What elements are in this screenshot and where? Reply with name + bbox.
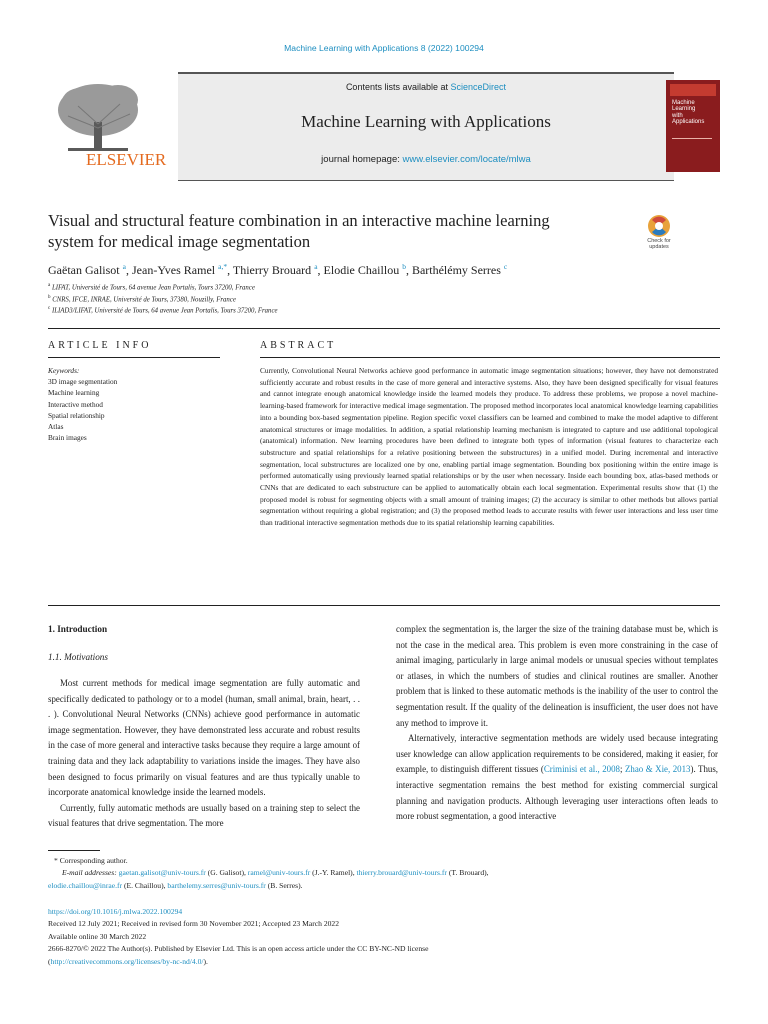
keywords-label: Keywords: [48, 366, 80, 375]
license-text: 2666-8270/© 2022 The Author(s). Published by Elsevier Ltd. This is an open access article under the CC BY-NC-ND license [48, 944, 429, 954]
sciencedirect-link[interactable]: ScienceDirect [450, 82, 507, 92]
keywords-block [48, 365, 218, 443]
homepage-line: journal homepage: www.elsevier.com/locate/mlwa [321, 154, 531, 165]
publisher-name: ELSEVIER [86, 150, 167, 169]
paragraph: Currently, fully automatic methods are usually based on a training step to select the visual features that drive segmentation. The more [48, 802, 360, 829]
cover-rule [672, 138, 712, 139]
citation-link[interactable]: Criminisi et al., 2008 [543, 764, 620, 775]
journal-title: Machine Learning with Applications [301, 112, 551, 131]
author-affil-marker[interactable]: a [314, 262, 318, 271]
paper-title: Visual and structural feature combination in an interactive machine learning system for medical image segmentation [48, 211, 550, 251]
footnote-rule [48, 850, 100, 851]
body-column-right [396, 622, 718, 825]
affiliation-b: $^b$ CNRS, IFCE, INRAE, Université de Tours, 37380, Nouzilly, France [48, 295, 236, 304]
keyword: Atlas [48, 422, 64, 432]
corresponding-note: * Corresponding author. [54, 856, 128, 865]
paragraph: Most current methods for medical image segmentation are fully automatic and specifically dedicated to pathology or to a model (human, small animal, brain, heart, . . . ). Convolutional Neural Networks (CNNs) achieve good performance in automatic image segmentation. However, they have demonstrated less accurate and robust results in the case of more general and interactive tasks because they require a large amount of training data and they lack adaptability to variations inside the images. They have also been designed to focus primarily on visual features and are thus typically unable to incorporate anatomical knowledge inside the learned models. [48, 678, 360, 798]
homepage-link[interactable]: www.elsevier.com/locate/mlwa [402, 154, 531, 165]
author-affil-marker[interactable]: b [402, 262, 406, 271]
footnotes [48, 855, 720, 892]
body-column-left [48, 676, 360, 832]
abstract-heading: ABSTRACT [260, 340, 337, 351]
check-updates-icon [640, 214, 678, 238]
received-dates: Received 12 July 2021; Received in revised form 30 November 2021; Accepted 23 March 2022 [48, 919, 340, 929]
check-for-updates-badge[interactable] [640, 214, 678, 258]
keyword: Spatial relationship [48, 410, 105, 420]
email-link[interactable]: thierry.brouard@univ-tours.fr [356, 868, 447, 878]
author-name: Gaëtan Galisot [48, 263, 120, 277]
author-name: Thierry Brouard [232, 263, 312, 277]
email-link[interactable]: ramel@univ-tours.fr [247, 868, 311, 878]
affiliation-c: $^c$ ILIAD3/LIFAT, Université de Tours, 64 avenue Jean Portalis, Tours 37200, France [48, 306, 278, 315]
author-list: Gaëtan Galisot $^a$, Jean-Yves Ramel $^{a,*}$, Thierry Brouard $^a$, Elodie Chaillou $^b$, Barthélémy Serres $^c$ [48, 262, 508, 277]
email-link[interactable]: elodie.chaillou@inrae.fr [48, 880, 123, 890]
cover-art [670, 84, 716, 96]
email-link[interactable]: gaetan.galisot@univ-tours.fr [118, 868, 206, 878]
journal-header [48, 72, 720, 180]
journal-banner [178, 72, 674, 181]
publication-info [48, 906, 720, 968]
keyword: Interactive method [48, 399, 103, 409]
keyword: Brain images [48, 433, 87, 443]
author-affil-marker[interactable]: a [122, 262, 126, 271]
doi-link[interactable]: https://doi.org/10.1016/j.mlwa.2022.100294 [48, 907, 183, 916]
elsevier-tree-logo [48, 72, 176, 172]
author-affil-marker[interactable]: c [503, 262, 508, 271]
abstract-text: Currently, Convolutional Neural Networks achieve good performance in automatic image segmentation situations; however, they have not demonstrated sufficiently accurate and robust results in the case of more general and interactive systems. Also, they have been designed specifically for visual features and cannot integrate enough anatomical knowledge inside the learned models they produce. To address these problems, we propose a novel machine-learning-based framework for interactive medical image segmentation. The proposed method incorporates local anatomical knowledge learning capabilities into a bounding box-based segmentation pipeline. Region specific voxel classifiers can be learned and combined to make the model adaptive to different anatomical structures or image modalities. In addition, a spatial relationship learning mechanism is integrated to capture and use additional topological (anatomical) information. New learning procedures have been defined to integrate both types of information (visual features to characterize each substructure and spatial relationships for a relative positioning between the substructures) in a unified model. During incremental and interactive segmentation, local substructures are localized one by one, enabling partial image segmentation. Bounding box positioning within the entire image is performed automatically using previously learned spatial relationships or by the user when necessary. Inside each bounding box, atlas-based methods or CNNs that are dedicated to each substructure can be applied to automatically obtain each local segmentation. Experimental results show that (1) the proposed model is robust for segmenting objects with a small amount of training images; (2) the accuracy is similar to other methods but allows partial segmentation without requiring a global registration; and (3) the proposed method leads to accurate results with fewer user interactions and less user time than traditional interactive segmentation methods due to its spatial relationship learning capabilities. [260, 366, 718, 528]
author-name: Elodie Chaillou [323, 263, 400, 277]
citation-link[interactable]: Zhao & Xie, 2013 [624, 764, 691, 775]
section-heading-introduction: 1. Introduction [48, 624, 108, 634]
author-affil-marker[interactable]: a,* [218, 262, 228, 271]
author-name: Jean-Yves Ramel [132, 263, 216, 277]
paragraph: complex the segmentation is, the larger the size of the training database must be, which is not the case in the medical area. This problem is even more constraining in the case of animal imaging, particularly in large animal models or unusual species without templates or atlases, in which the numbers of studies and clinical routines are smaller. Another problem that is linked to these automatic methods is the inability of the user to control the segmentation result. If the quality of the delineation is insufficient, the user does not have any method to improve it. [396, 624, 718, 728]
article-info-rule [48, 357, 220, 358]
license-link-line: (http://creativecommons.org/licenses/by-nc-nd/4.0/). [48, 956, 208, 966]
online-date: Available online 30 March 2022 [48, 931, 147, 941]
abstract-bottom-rule [48, 605, 720, 606]
author-name: Barthélémy Serres [411, 263, 501, 277]
keyword: Machine learning [48, 388, 100, 398]
email-link[interactable]: barthelemy.serres@univ-tours.fr [167, 880, 266, 890]
email-addresses-cont: elodie.chaillou@inrae.fr (E. Chaillou), barthelemy.serres@univ-tours.fr (B. Serres). [48, 880, 303, 890]
abstract-rule [260, 357, 720, 358]
subsection-heading-motivations: 1.1. Motivations [48, 652, 108, 662]
journal-cover-image[interactable] [666, 80, 720, 172]
email-addresses: E-mail addresses: gaetan.galisot@univ-tours.fr (G. Galisot), ramel@univ-tours.fr (J.-Y. Ramel), thierry.brouard@univ-tours.fr (T. Brouard), [62, 868, 489, 878]
article-info-heading: ARTICLE INFO [48, 340, 152, 351]
paragraph: Alternatively, interactive segmentation methods are widely used because integrating user knowledge can allow application requirements to be considered, making it easier, for example, to distinguish different tissues (Criminisi et al., 2008; Zhao & Xie, 2013). Thus, interactive segmentation remains the best method for existing commercial surgical planning and navigation products. Although leveraging user interactions often leads to more robust segmentation, a good interactive [396, 733, 719, 822]
keyword: 3D image segmentation [48, 377, 118, 387]
journal-reference[interactable]: Machine Learning with Applications 8 (2022) 100294 [284, 43, 484, 53]
section-divider [48, 328, 720, 329]
license-link[interactable]: http://creativecommons.org/licenses/by-nc-nd/4.0/ [50, 956, 204, 966]
cover-title: Machine Learning with Applications [672, 100, 705, 126]
affiliation-a: $^a$ LIFAT, Université de Tours, 64 avenue Jean Portalis, Tours 37200, France [48, 283, 255, 292]
contents-line: Contents lists available at ScienceDirect [345, 82, 507, 92]
badge-label: Check for updates [647, 238, 671, 250]
